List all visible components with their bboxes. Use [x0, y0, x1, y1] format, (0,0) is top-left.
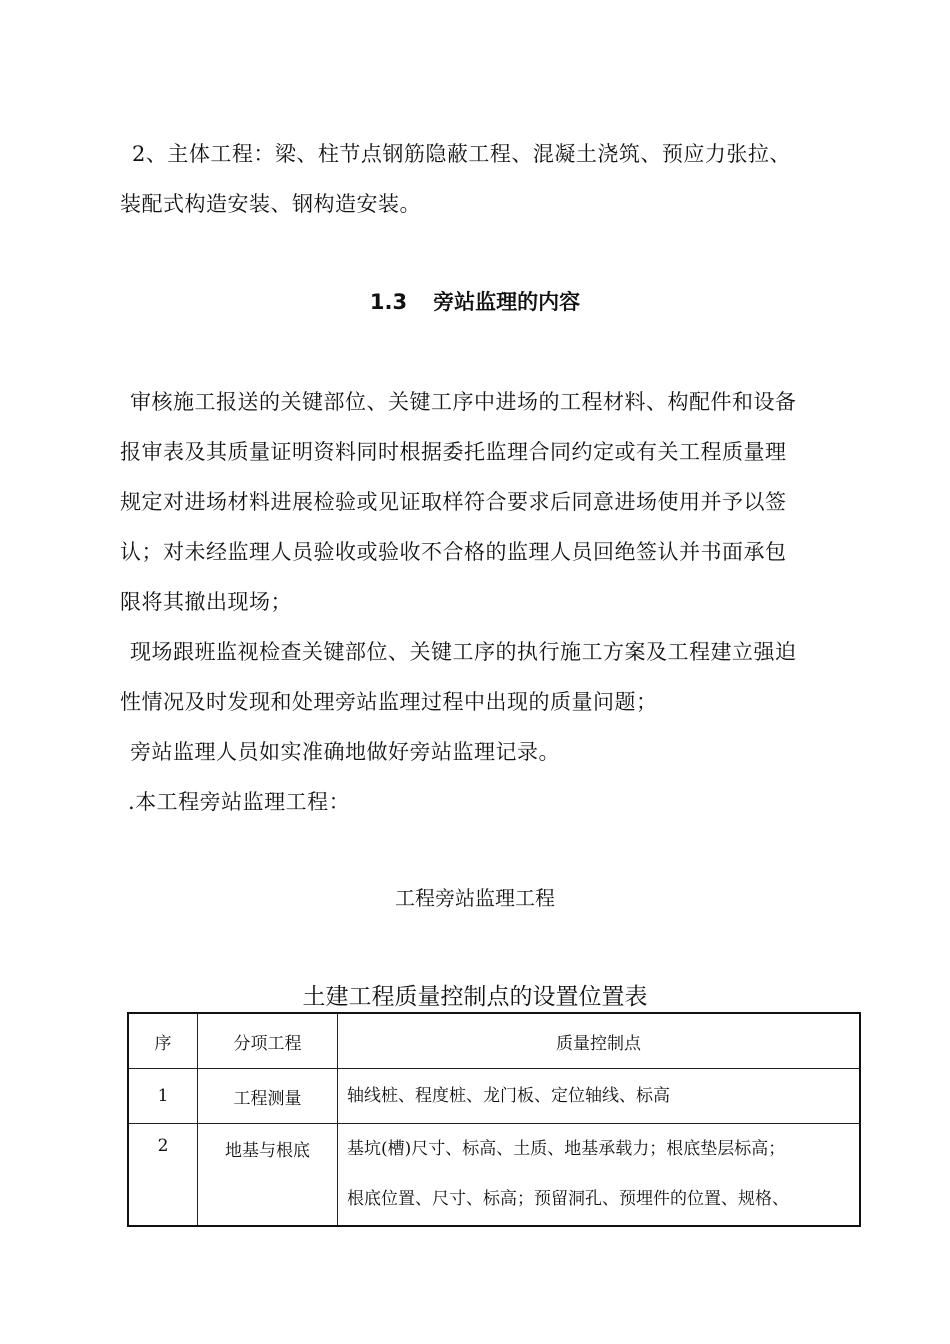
table-row [128, 1069, 860, 1124]
table-row [128, 1124, 860, 1227]
header-cell: 序 [128, 1013, 198, 1069]
paragraph-line: 旁站监理人员如实准确地做好旁站监理记录。 [130, 740, 560, 764]
header-cell: 质量控制点 [338, 1013, 861, 1069]
row-point-text: 基坑(槽)尺寸、标高、土质、地基承载力；根底垫层标高； [347, 1139, 786, 1159]
table-header-row [128, 1013, 860, 1069]
paragraph-line: 性情况及时发现和处理旁站监理过程中出现的质量问题； [120, 690, 658, 714]
paragraph-line: .本工程旁站监理工程： [128, 790, 351, 814]
caption: 工程旁站监理工程 [395, 886, 555, 910]
row-points [338, 1124, 861, 1227]
row-item: 工程测量 [198, 1069, 338, 1124]
section-number: 1.3 [369, 290, 408, 314]
paragraph-line: 现场跟班监视检查关键部位、关键工序的执行施工方案及工程建立强迫 [130, 640, 797, 664]
row-number: 1 [128, 1069, 198, 1124]
quality-control-table [127, 1012, 861, 1227]
row-number: 2 [128, 1124, 198, 1227]
row-item: 地基与根底 [198, 1124, 338, 1227]
header-cell: 分项工程 [198, 1013, 338, 1069]
paragraph-line: 规定对进场材料进展检验或见证取样符合要求后同意进场使用并予以签 [120, 490, 787, 514]
paragraph-line: 认；对未经监理人员验收或验收不合格的监理人员回绝签认并书面承包 [120, 540, 787, 564]
section-heading [0, 286, 950, 316]
row-point-text: 根底位置、尺寸、标高；预留洞孔、预埋件的位置、规格、 [347, 1189, 789, 1209]
paragraph-line: 报审表及其质量证明资料同时根据委托监理合同约定或有关工程质量理 [120, 440, 787, 464]
table-caption: 土建工程质量控制点的设置位置表 [302, 984, 648, 1010]
section-title: 旁站监理的内容 [433, 290, 581, 314]
row-point-text: 轴线桩、程度桩、龙门板、定位轴线、标高 [347, 1086, 670, 1106]
paragraph-line: 2、主体工程：梁、柱节点钢筋隐蔽工程、混凝土浇筑、预应力张拉、 [132, 142, 791, 166]
paragraph-line: 装配式构造安装、钢构造安装。 [120, 192, 421, 216]
paragraph-line: 限将其撤出现场； [120, 590, 292, 614]
row-points [338, 1069, 861, 1124]
paragraph-line: 审核施工报送的关键部位、关键工序中进场的工程材料、构配件和设备 [130, 390, 797, 414]
